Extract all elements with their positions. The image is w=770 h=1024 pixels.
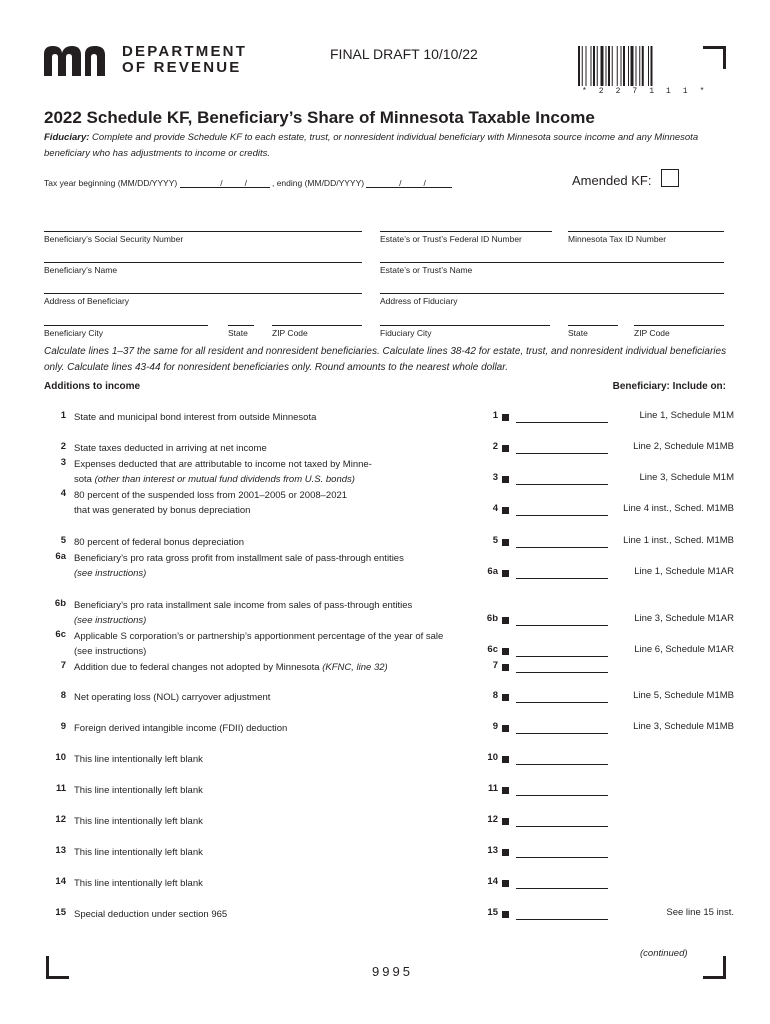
line-description [74, 488, 514, 518]
zip-label: ZIP Code [272, 328, 308, 338]
line-number: 6a [55, 551, 66, 562]
line-reference: 10 [487, 752, 498, 763]
line-number: 10 [55, 752, 66, 763]
fiduciary-address-label: Address of Fiduciary [380, 296, 458, 306]
line-number: 14 [55, 876, 66, 887]
beneficiary-ssn-label: Beneficiary’s Social Security Number [44, 234, 184, 244]
barcode-icon [578, 46, 684, 86]
line-text-italic: (KFNC, line 32) [322, 662, 388, 673]
estate-name-label: Estate’s or Trust’s Name [380, 265, 473, 275]
barcode-bar [591, 46, 592, 86]
beneficiary-name-field[interactable] [44, 262, 362, 275]
form-line [44, 876, 734, 906]
include-on-heading: Beneficiary: Include on: [612, 381, 726, 392]
barcode-bar [582, 46, 583, 86]
slash: / [220, 178, 223, 188]
tax-year-begin-label: Tax year beginning (MM/DD/YYYY) [44, 178, 178, 188]
line-number: 11 [55, 783, 66, 794]
line-marker-icon [502, 787, 509, 794]
amended-checkbox[interactable] [661, 169, 679, 187]
line-amount-field[interactable] [516, 484, 608, 485]
line-text: Applicable S corporation’s or partnership’s apportionment percentage of the year of sale [74, 631, 444, 642]
barcode-bar [623, 46, 625, 86]
line-number: 1 [60, 410, 66, 421]
form-line [44, 410, 734, 440]
line-text: (see instructions) [74, 646, 147, 657]
amended-label: Amended KF: [572, 173, 652, 188]
include-on-reference: Line 1 inst., Sched. M1MB [623, 535, 734, 546]
line-reference: 8 [492, 690, 498, 701]
dept-name [122, 44, 247, 76]
form-line [44, 598, 734, 628]
mn-revenue-logo [44, 43, 248, 78]
beneficiary-zip-field[interactable] [272, 325, 362, 338]
line-text: Beneficiary’s pro rata installment sale income from sales of pass-through entities [74, 600, 413, 611]
line-number: 5 [60, 535, 66, 546]
beneficiary-state-field[interactable] [228, 325, 254, 338]
line-text: This line intentionally left blank [74, 847, 203, 858]
barcode-bar [586, 46, 587, 86]
form-number: 9995 [372, 964, 413, 979]
calculation-note: Calculate lines 1–37 the same for all resident and nonresident beneficiaries. Calculate lines 38-42 for estate, trust, and nonresident individual beneficiaries only. Calculate lines 43-44 for nonresident beneficiaries only. Round amounts to the nearest whole dollar. [44, 346, 727, 373]
line-marker-icon [502, 911, 509, 918]
line-marker-icon [502, 539, 509, 546]
line-reference: 13 [487, 845, 498, 856]
line-reference: 4 [492, 503, 498, 514]
beneficiary-city-field[interactable] [44, 325, 208, 338]
line-marker-icon [502, 756, 509, 763]
line-text: This line intentionally left blank [74, 878, 203, 889]
line-text: State taxes deducted in arriving at net income [74, 443, 267, 454]
form-line [44, 457, 734, 487]
estate-federal-id-label: Estate’s or Trust’s Federal ID Number [380, 234, 522, 244]
line-description [74, 907, 514, 922]
barcode-bar [648, 46, 649, 86]
line-description [74, 721, 514, 736]
form-line [44, 783, 734, 813]
mn-tax-id-label: Minnesota Tax ID Number [568, 234, 667, 244]
line-amount-field[interactable] [516, 888, 608, 889]
line-amount-field[interactable] [516, 702, 608, 703]
line-text: This line intentionally left blank [74, 754, 203, 765]
line-text: 80 percent of federal bonus depreciation [74, 537, 245, 548]
line-reference: 2 [492, 441, 498, 452]
line-marker-icon [502, 445, 509, 452]
barcode-bar [578, 46, 580, 86]
barcode-bar [642, 46, 644, 86]
zip-label: ZIP Code [634, 328, 670, 338]
beneficiary-ssn-field[interactable] [44, 231, 362, 244]
line-number: 6b [54, 598, 66, 609]
slash: / [423, 178, 426, 188]
continued-label: (continued) [640, 948, 688, 959]
tax-year-end-field[interactable] [366, 178, 452, 188]
line-description [74, 598, 514, 628]
barcode-bar [636, 46, 637, 86]
mn-tax-id-field[interactable] [568, 231, 724, 244]
corner-mark-bottom-right [703, 956, 726, 979]
barcode-bar [639, 46, 640, 86]
line-marker-icon [502, 507, 509, 514]
fiduciary-zip-field[interactable] [634, 325, 724, 338]
tax-year-begin-field[interactable] [180, 178, 270, 188]
form-line [44, 814, 734, 844]
barcode-bar [601, 46, 604, 86]
line-reference: 11 [487, 783, 498, 794]
barcode-bar [651, 46, 653, 86]
corner-mark-bottom-left [46, 956, 69, 979]
include-on-reference: Line 3, Schedule M1MB [633, 721, 734, 732]
mn-logo-mark-icon [44, 44, 116, 76]
include-on-reference: See line 15 inst. [666, 907, 734, 918]
corner-mark-top-right [703, 46, 726, 69]
include-on-reference: Line 6, Schedule M1AR [634, 644, 734, 655]
line-text: This line intentionally left blank [74, 785, 203, 796]
estate-name-field[interactable] [380, 262, 724, 275]
line-description [74, 629, 514, 659]
line-amount-field[interactable] [516, 857, 608, 858]
line-reference: 15 [487, 907, 498, 918]
line-text: Special deduction under section 965 [74, 909, 228, 920]
line-number: 15 [55, 907, 66, 918]
fiduciary-state-field[interactable] [568, 325, 618, 338]
line-description [74, 783, 514, 798]
line-number: 13 [55, 845, 66, 856]
line-amount-field[interactable] [516, 625, 608, 626]
line-reference: 12 [487, 814, 498, 825]
line-text: Expenses deducted that are attributable to income not taxed by Minne- [74, 459, 372, 470]
line-reference: 6b [486, 613, 498, 624]
line-marker-icon [502, 648, 509, 655]
beneficiary-name-label: Beneficiary’s Name [44, 265, 118, 275]
line-amount-field[interactable] [516, 826, 608, 827]
line-amount-field[interactable] [516, 547, 608, 548]
form-line [44, 907, 734, 937]
form-title: 2022 Schedule KF, Beneficiary’s Share of Minnesota Taxable Income [44, 108, 595, 127]
include-on-reference: Line 2, Schedule M1MB [633, 441, 734, 452]
form-line [44, 629, 734, 659]
beneficiary-city-label: Beneficiary City [44, 328, 104, 338]
line-text-italic: (other than interest or mutual fund dividends from U.S. bonds) [94, 474, 355, 485]
form-line [44, 488, 734, 518]
line-number: 6c [55, 629, 66, 640]
line-amount-field[interactable] [516, 919, 608, 920]
additions-heading: Additions to income [44, 381, 141, 392]
line-text: 80 percent of the suspended loss from 2001–2005 or 2008–2021 [74, 490, 348, 501]
fiduciary-label: Fiduciary: [44, 132, 90, 143]
include-on-reference: Line 3, Schedule M1AR [634, 613, 734, 624]
line-number: 2 [60, 441, 66, 452]
line-amount-field[interactable] [516, 578, 608, 579]
fiduciary-address-field[interactable] [380, 293, 724, 306]
line-text: that was generated by bonus depreciation [74, 505, 251, 516]
dept-line1: DEPARTMENT [122, 43, 248, 60]
barcode-bar [631, 46, 634, 86]
line-number: 8 [60, 690, 66, 701]
include-on-reference: Line 5, Schedule M1MB [633, 690, 734, 701]
line-reference: 6a [487, 566, 498, 577]
fiduciary-text: Complete and provide Schedule KF to each estate, trust, or nonresident individual beneficiary with Minnesota source income and any Minnesota beneficiary who has adjustments to income or credits. [44, 132, 699, 159]
line-reference: 7 [492, 660, 498, 671]
slash: / [399, 178, 402, 188]
barcode-bar [597, 46, 598, 86]
tax-year-end-label: , ending (MM/DD/YYYY) [271, 178, 365, 188]
line-reference: 6c [487, 644, 498, 655]
line-text: Net operating loss (NOL) carryover adjustment [74, 692, 271, 703]
barcode-bar [621, 46, 622, 86]
line-amount-field[interactable] [516, 795, 608, 796]
line-marker-icon [502, 617, 509, 624]
line-amount-field[interactable] [516, 453, 608, 454]
line-description [74, 876, 514, 891]
state-label: State [568, 328, 588, 338]
form-line [44, 660, 734, 690]
line-text: Addition due to federal changes not adopted by Minnesota [74, 662, 323, 673]
barcode-bar [593, 46, 595, 86]
line-marker-icon [502, 849, 509, 856]
line-number: 4 [60, 488, 66, 499]
beneficiary-address-label: Address of Beneficiary [44, 296, 130, 306]
line-text: Foreign derived intangible income (FDII) deduction [74, 723, 288, 734]
line-amount-field[interactable] [516, 672, 608, 673]
form-line [44, 721, 734, 751]
line-text-italic: (see instructions) [74, 568, 147, 579]
form-line [44, 845, 734, 875]
line-description [74, 814, 514, 829]
line-number: 7 [60, 660, 66, 671]
line-description [74, 660, 514, 675]
include-on-reference: Line 3, Schedule M1M [639, 472, 734, 483]
line-description [74, 441, 514, 456]
line-number: 9 [60, 721, 66, 732]
line-reference: 1 [492, 410, 498, 421]
form-line [44, 752, 734, 782]
line-amount-field[interactable] [516, 515, 608, 516]
estate-federal-id-field[interactable] [380, 231, 552, 244]
line-description [74, 845, 514, 860]
barcode-number: * 2 2 7 1 1 1 * [582, 87, 709, 96]
line-marker-icon [502, 880, 509, 887]
line-reference: 14 [487, 876, 498, 887]
barcode-bar [606, 46, 607, 86]
line-description [74, 457, 514, 487]
line-text-italic: (see instructions) [74, 615, 147, 626]
include-on-reference: Line 1, Schedule M1AR [634, 566, 734, 577]
line-description [74, 551, 514, 581]
line-marker-icon [502, 694, 509, 701]
line-description [74, 410, 514, 425]
line-amount-field[interactable] [516, 422, 608, 423]
line-marker-icon [502, 818, 509, 825]
form-line [44, 690, 734, 720]
include-on-reference: Line 4 inst., Sched. M1MB [623, 503, 734, 514]
state-label: State [228, 328, 248, 338]
barcode-bar [612, 46, 613, 86]
line-amount-field[interactable] [516, 764, 608, 765]
line-reference: 9 [492, 721, 498, 732]
tax-year-row [44, 178, 452, 188]
line-text: State and municipal bond interest from outside Minnesota [74, 412, 317, 423]
barcode-bar [628, 46, 629, 86]
form-line [44, 551, 734, 581]
line-amount-field[interactable] [516, 733, 608, 734]
barcode-bar [617, 46, 618, 86]
line-reference: 5 [492, 535, 498, 546]
draft-label: FINAL DRAFT 10/10/22 [330, 46, 478, 62]
line-description [74, 535, 514, 550]
line-amount-field[interactable] [516, 656, 608, 657]
beneficiary-address-field[interactable] [44, 293, 362, 306]
line-text: Beneficiary’s pro rata gross profit from installment sale of pass-through entities [74, 553, 404, 564]
barcode-bar [608, 46, 610, 86]
dept-line2: OF REVENUE [122, 59, 242, 76]
line-description [74, 752, 514, 767]
slash: / [244, 178, 247, 188]
line-text: sota [74, 474, 95, 485]
line-reference: 3 [492, 472, 498, 483]
line-marker-icon [502, 570, 509, 577]
line-number: 3 [60, 457, 66, 468]
line-marker-icon [502, 476, 509, 483]
fiduciary-instructions [44, 130, 734, 162]
include-on-reference: Line 1, Schedule M1M [639, 410, 734, 421]
line-marker-icon [502, 725, 509, 732]
line-text: This line intentionally left blank [74, 816, 203, 827]
line-marker-icon [502, 414, 509, 421]
fiduciary-city-label: Fiduciary City [380, 328, 432, 338]
line-number: 12 [55, 814, 66, 825]
fiduciary-city-field[interactable] [380, 325, 550, 338]
line-marker-icon [502, 664, 509, 671]
line-description [74, 690, 514, 705]
